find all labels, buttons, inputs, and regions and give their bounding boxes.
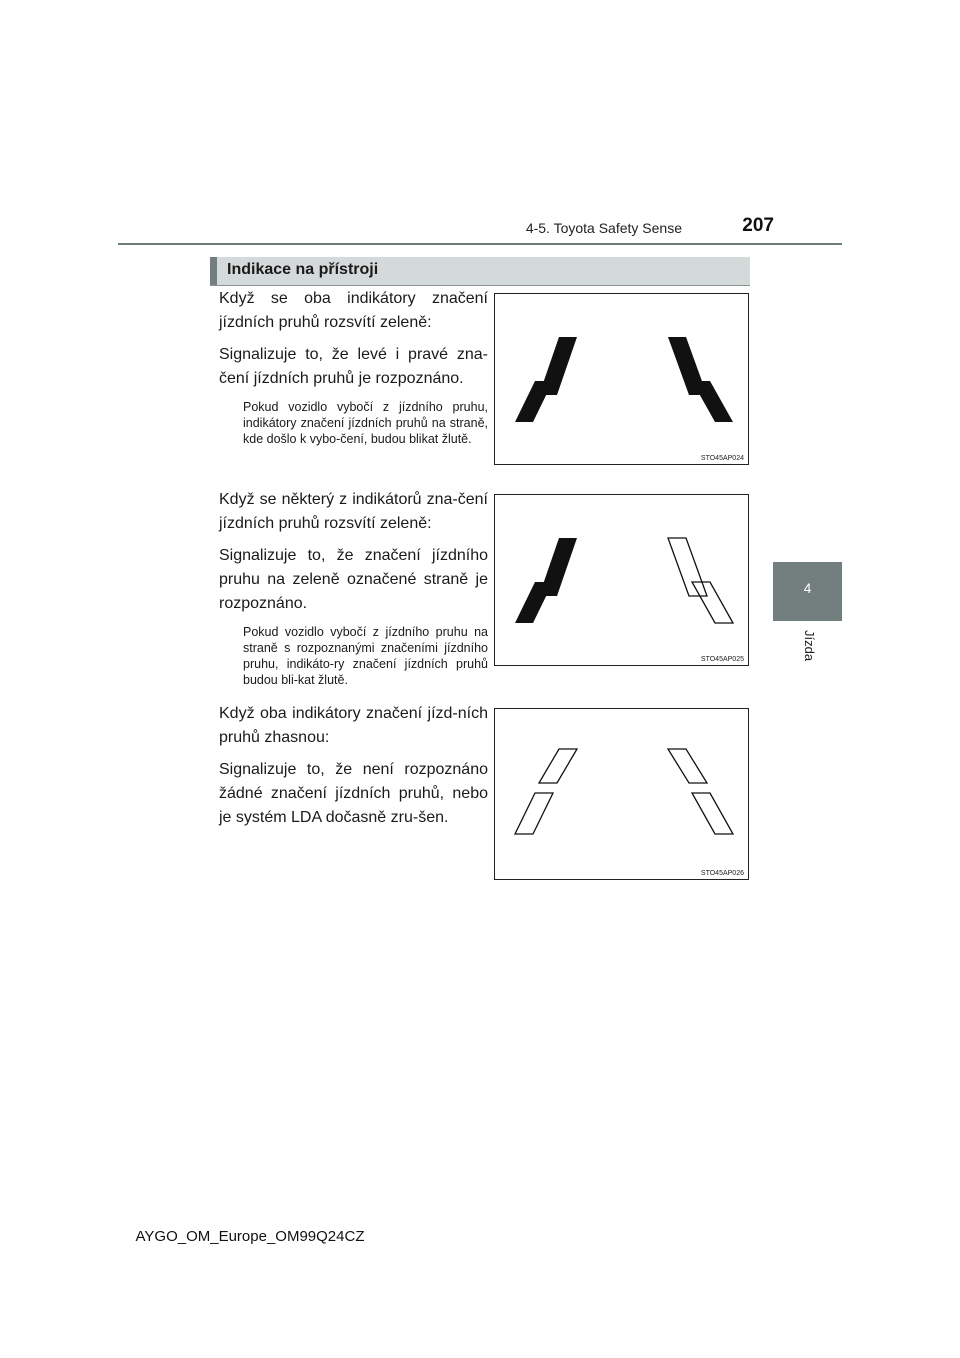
figure-both-lanes-green <box>494 293 749 465</box>
figure-code: STO45AP025 <box>700 656 744 663</box>
figure-code: STO45AP024 <box>700 455 744 462</box>
right-lower-lane-outline <box>692 582 733 623</box>
text-block-1 <box>219 287 488 447</box>
block-1-condition: Když se oba indikátory značení jízdních pruhů rozsvítí zeleně: <box>219 290 488 331</box>
lane-indicator-graphic <box>495 294 750 466</box>
block-2-meaning: Signalizuje to, že značení jízdního pruhu na zeleně označené straně je rozpoznáno. <box>219 547 488 612</box>
right-upper-lane-outline <box>668 749 707 783</box>
heading-underline <box>210 285 750 286</box>
chapter-number: 4 <box>803 580 812 596</box>
left-lower-lane-outline <box>515 793 553 834</box>
figure-one-lane-green <box>494 494 749 666</box>
right-lower-lane-outline <box>692 793 733 834</box>
page-number: 207 <box>742 215 774 236</box>
left-lower-lane-mark <box>515 582 553 623</box>
text-block-2 <box>219 488 488 688</box>
figure-no-lane-recognized <box>494 708 749 880</box>
lane-indicator-graphic <box>495 709 750 881</box>
left-upper-lane-outline <box>539 749 577 783</box>
block-3-meaning: Signalizuje to, že není rozpoznáno žádné značení jízdních pruhů, nebo je systém LDA dočasně zru-šen. <box>219 761 488 826</box>
document-footer: AYGO_OM_Europe_OM99Q24CZ <box>135 1228 365 1245</box>
block-2-note: Pokud vozidlo vybočí z jízdního pruhu na straně s rozpoznanými značeními jízdního pruhu, indikáto-ry značení jízdních pruhů budou bli-kat žlutě. <box>243 625 488 687</box>
header-divider <box>118 243 842 245</box>
left-lower-lane-mark <box>515 381 553 422</box>
right-lower-lane-mark <box>692 381 733 422</box>
section-title: 4-5. Toyota Safety Sense <box>525 220 682 236</box>
block-1-meaning: Signalizuje to, že levé i pravé zna-čení jízdních pruhů je rozpoznáno. <box>219 346 488 387</box>
right-upper-lane-outline <box>668 538 707 596</box>
lane-indicator-graphic <box>495 495 750 667</box>
block-3-condition: Když oba indikátory značení jízd-ních pruhů zhasnou: <box>219 705 488 746</box>
chapter-tab <box>773 562 842 621</box>
chapter-label: Jízda <box>802 630 817 662</box>
block-2-condition: Když se některý z indikátorů zna-čení jízdních pruhů rozsvítí zeleně: <box>219 491 488 532</box>
text-block-3 <box>219 702 488 838</box>
section-heading <box>210 257 750 285</box>
block-1-note: Pokud vozidlo vybočí z jízdního pruhu, indikátory značení jízdních pruhů na straně, kde došlo k vybo-čení, budou blikat žlutě. <box>243 400 488 446</box>
section-heading-text: Indikace na přístroji <box>227 261 379 278</box>
figure-code: STO45AP026 <box>700 870 744 877</box>
